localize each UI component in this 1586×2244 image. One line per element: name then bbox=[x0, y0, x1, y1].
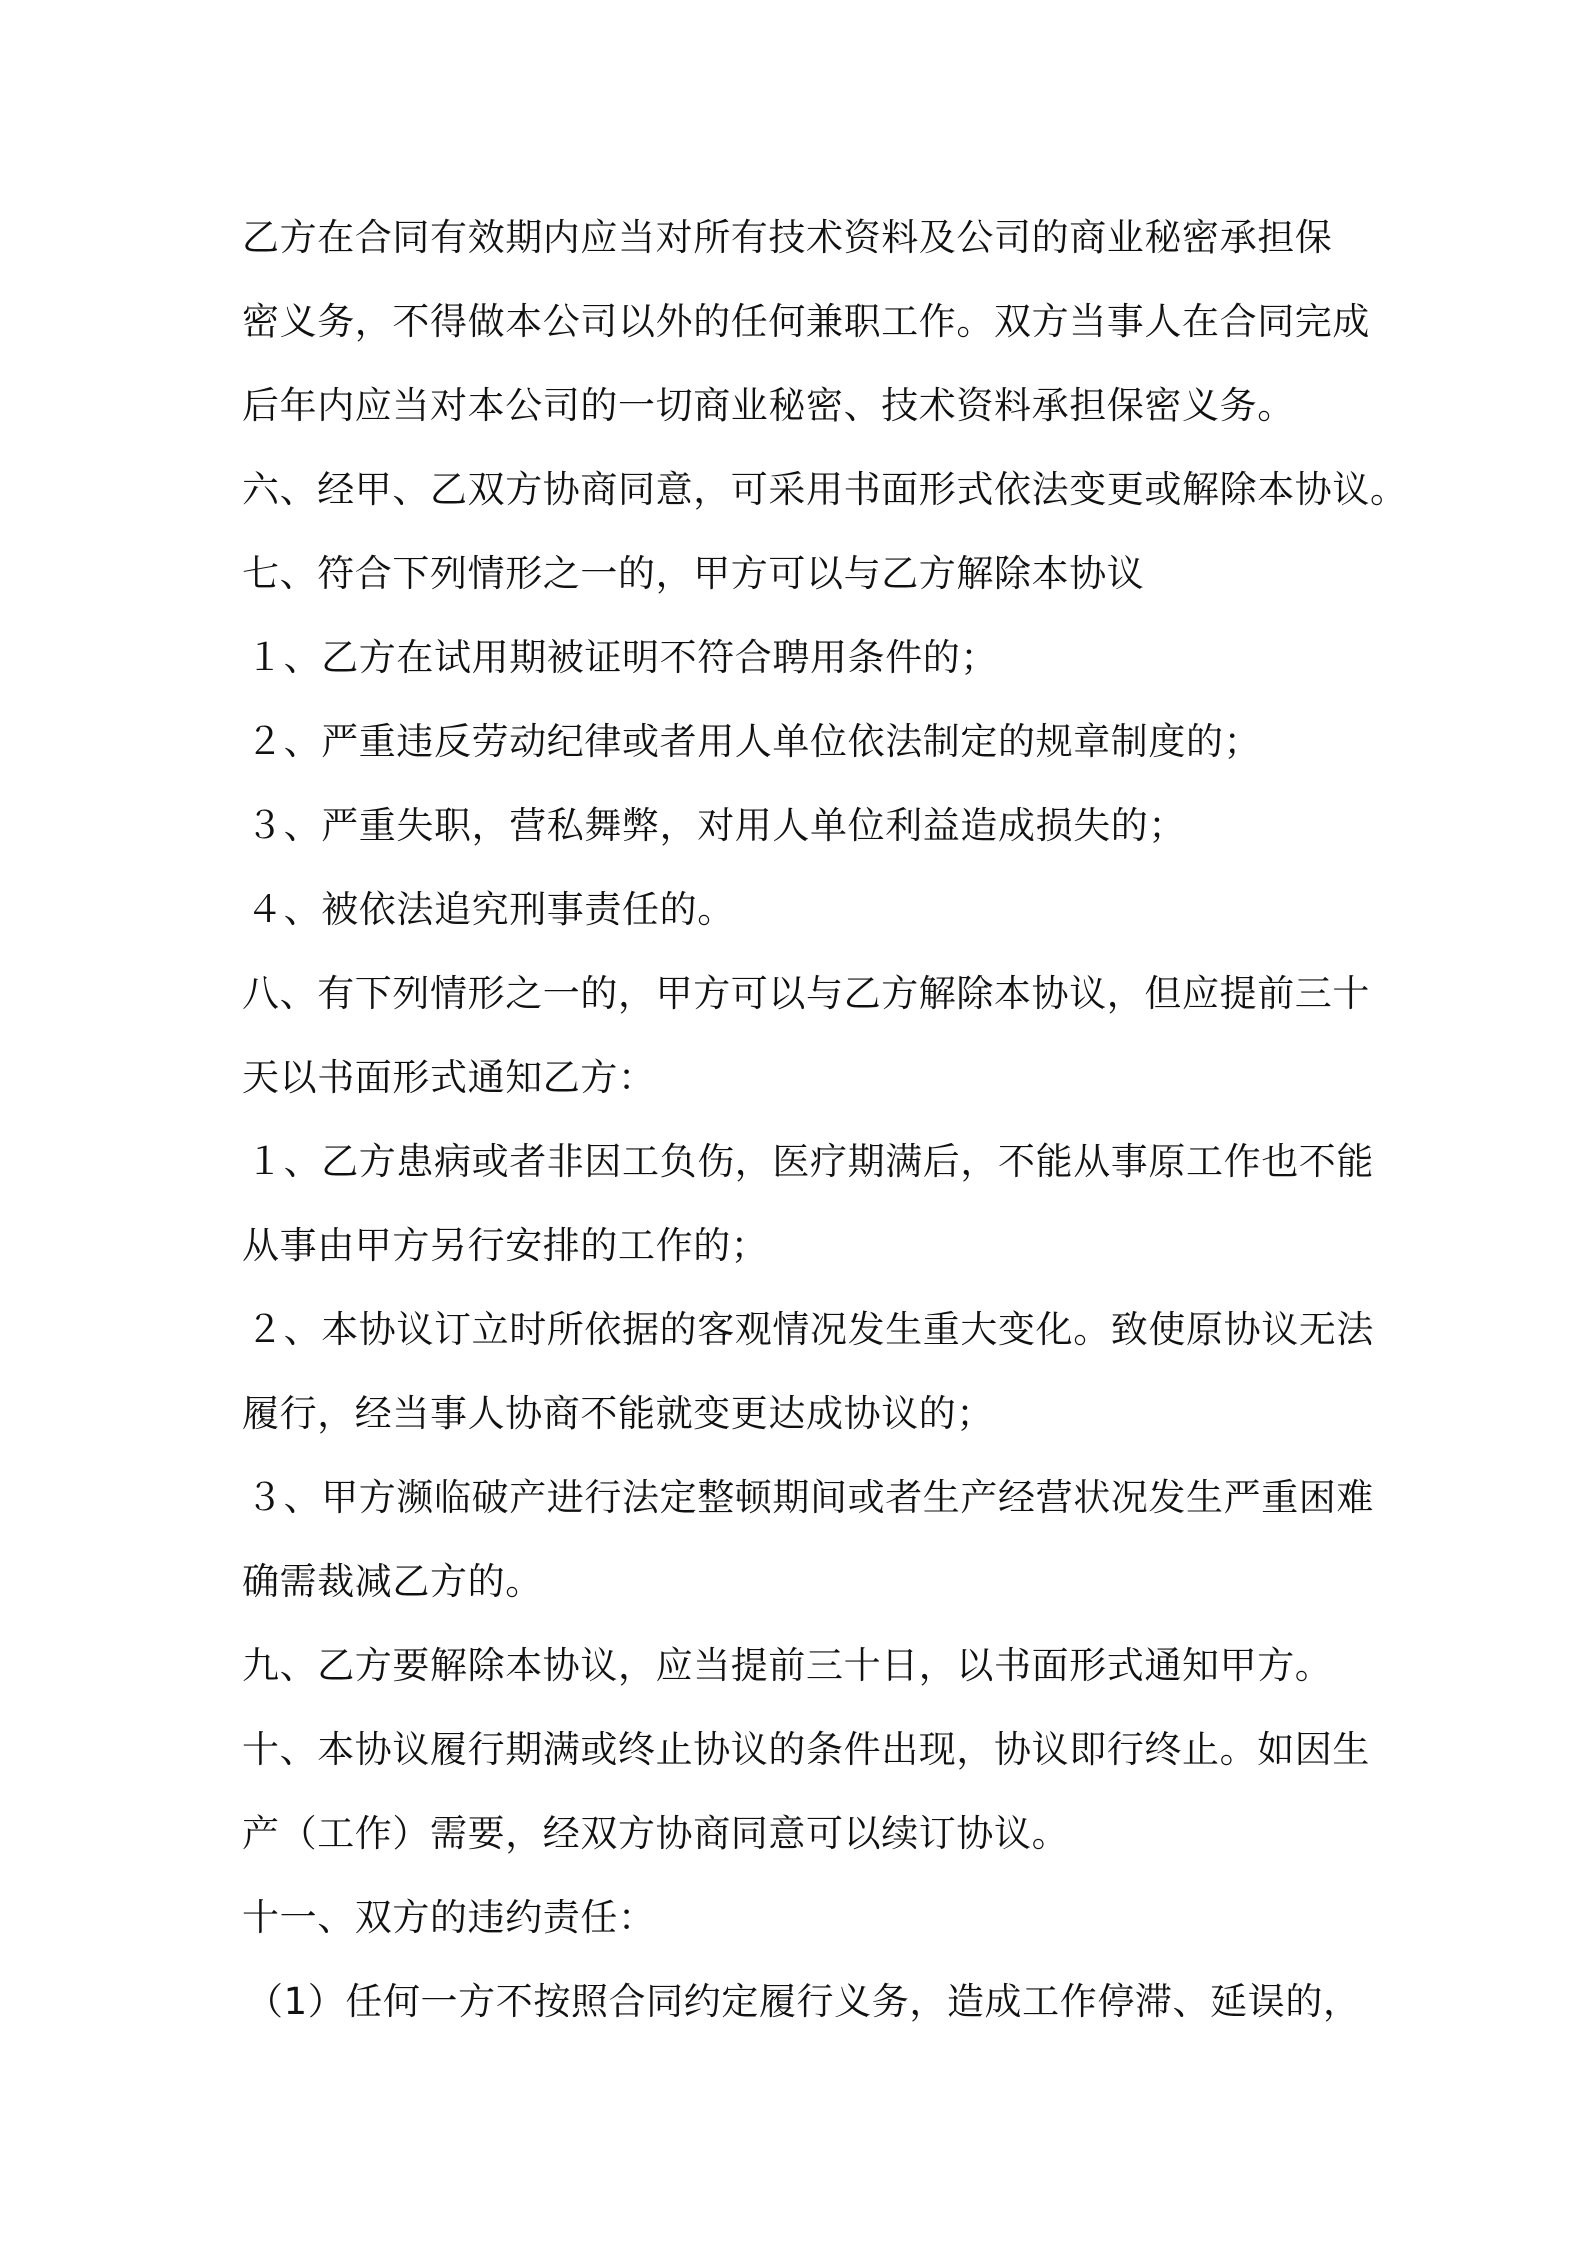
clause-8-heading: 八、有下列情形之一的，甲方可以与乙方解除本协议，但应提前三十 bbox=[242, 972, 1370, 1015]
clause-7-item-3: ３、严重失职，营私舞弊，对用人单位利益造成损失的； bbox=[246, 804, 1186, 847]
paragraph-line: 密义务，不得做本公司以外的任何兼职工作。双方当事人在合同完成 bbox=[242, 300, 1370, 343]
clause-9: 九、乙方要解除本协议，应当提前三十日，以书面形式通知甲方。 bbox=[242, 1644, 1333, 1687]
clause-7-item-1: １、乙方在试用期被证明不符合聘用条件的； bbox=[246, 636, 998, 679]
clause-8-item-3-cont: 确需裁减乙方的。 bbox=[242, 1560, 543, 1603]
clause-8-item-3: ３、甲方濒临破产进行法定整顿期间或者生产经营状况发生严重困难 bbox=[246, 1476, 1374, 1519]
clause-11-item-1: （1）任何一方不按照合同约定履行义务，造成工作停滞、延误的， bbox=[246, 1980, 1361, 2023]
clause-7-item-2: ２、严重违反劳动纪律或者用人单位依法制定的规章制度的； bbox=[246, 720, 1262, 763]
clause-8-item-1: １、乙方患病或者非因工负伤，医疗期满后，不能从事原工作也不能 bbox=[246, 1140, 1374, 1183]
clause-7-heading: 七、符合下列情形之一的，甲方可以与乙方解除本协议 bbox=[242, 552, 1145, 595]
clause-8-item-1-cont: 从事由甲方另行安排的工作的； bbox=[242, 1224, 769, 1267]
clause-8-item-2: ２、本协议订立时所依据的客观情况发生重大变化。致使原协议无法 bbox=[246, 1308, 1374, 1351]
paragraph-line: 乙方在合同有效期内应当对所有技术资料及公司的商业秘密承担保 bbox=[242, 216, 1333, 259]
paragraph-line: 后年内应当对本公司的一切商业秘密、技术资料承担保密义务。 bbox=[242, 384, 1295, 427]
clause-7-item-4: ４、被依法追究刑事责任的。 bbox=[246, 888, 735, 931]
contract-text bbox=[242, 196, 1408, 2044]
clause-10-cont: 产（工作）需要，经双方协商同意可以续订协议。 bbox=[242, 1812, 1070, 1855]
clause-8-item-2-cont: 履行，经当事人协商不能就变更达成协议的； bbox=[242, 1392, 994, 1435]
clause-8-heading-cont: 天以书面形式通知乙方： bbox=[242, 1056, 656, 1099]
clause-10: 十、本协议履行期满或终止协议的条件出现，协议即行终止。如因生 bbox=[242, 1728, 1370, 1771]
clause-6: 六、经甲、乙双方协商同意，可采用书面形式依法变更或解除本协议。 bbox=[242, 468, 1408, 511]
clause-11-heading: 十一、双方的违约责任： bbox=[242, 1896, 656, 1939]
